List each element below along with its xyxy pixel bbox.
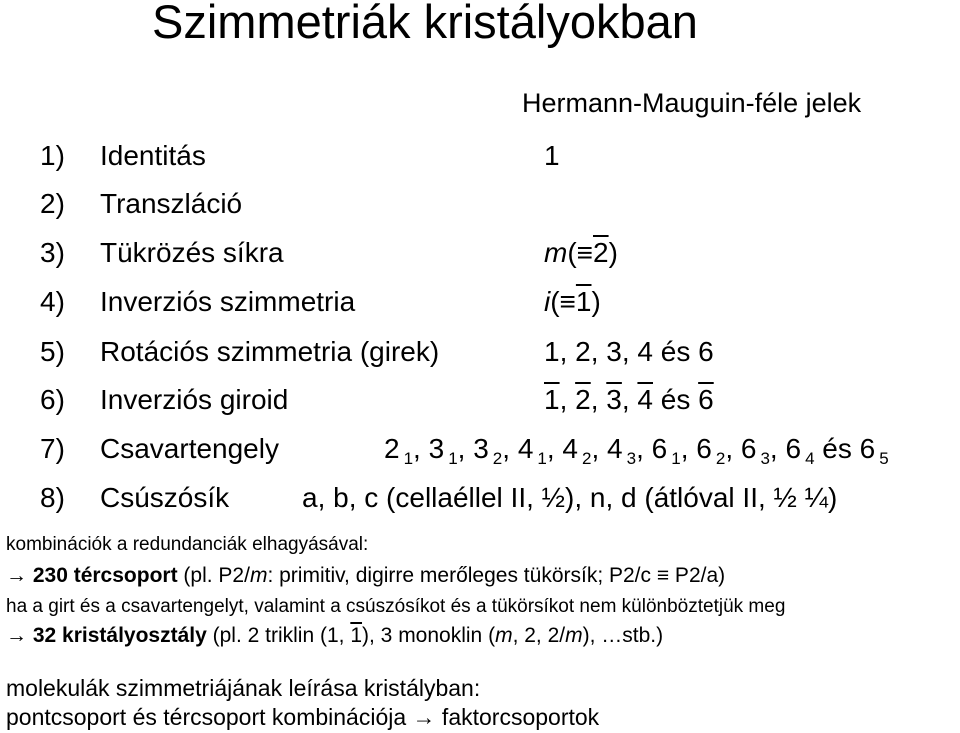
item-number: 6) bbox=[40, 384, 65, 415]
item-label: Rotációs szimmetria (girek) bbox=[100, 336, 440, 367]
item-symbol: 1 bbox=[544, 140, 560, 171]
point-space-note: pontcsoport és tércsoport kombinációja → faktorcsoportok bbox=[6, 704, 600, 730]
arrow-icon: → bbox=[6, 564, 27, 587]
item-number: 4) bbox=[40, 286, 65, 317]
space-groups-example: (pl. P2/m: primitiv, digirre merőleges tükörsík; P2/c ≡ P2/a) bbox=[177, 564, 726, 587]
item-label: Transzláció bbox=[100, 188, 243, 219]
space-groups-count: 230 tércsoport bbox=[32, 564, 178, 587]
item-label: Inverziós szimmetria bbox=[100, 286, 356, 317]
item-number: 3) bbox=[40, 237, 65, 268]
page-title: Szimmetriák kristályokban bbox=[152, 0, 698, 48]
item-symbol: 1, 2, 3, 4 és 6 bbox=[544, 336, 714, 367]
item-number: 1) bbox=[40, 140, 65, 171]
item-number: 2) bbox=[40, 188, 65, 219]
item-number: 8) bbox=[40, 482, 65, 513]
arrow-icon: → bbox=[6, 624, 27, 647]
hm-header: Hermann-Mauguin-féle jelek bbox=[522, 88, 862, 118]
crystal-classes-line bbox=[6, 624, 663, 648]
item-symbol: 1, 2, 3, 4 és 6 bbox=[544, 384, 714, 415]
item-label: Csúszósík bbox=[100, 482, 230, 513]
item-symbol: a, b, c (cellaéllel II, ½), n, d (átlóval II, ½ ¼) bbox=[302, 482, 838, 513]
item-label: Tükrözés síkra bbox=[100, 237, 284, 268]
crystal-classes-count: 32 kristályosztály bbox=[32, 624, 207, 647]
combinations-note: kombinációk a redundanciák elhagyásával: bbox=[6, 534, 369, 555]
item-number: 5) bbox=[40, 336, 65, 367]
molecules-note: molekulák szimmetriájának leírása kristályban: bbox=[6, 675, 481, 701]
item-label: Inverziós giroid bbox=[100, 384, 289, 415]
space-groups-line bbox=[6, 564, 725, 588]
item-symbol: 2 $_1$, 3 $_1$, 3 $_2$, 4 $_1$, 4 $_2$, 4 $_3$, 6 $_1$, 6 $_2$, 6 $_3$, 6 $_4$ és 6 $_5$ bbox=[384, 433, 889, 468]
item-symbol: i(≡1) bbox=[544, 286, 601, 317]
item-symbol: m(≡2) bbox=[544, 237, 618, 268]
item-number: 7) bbox=[40, 433, 65, 464]
item-label: Csavartengely bbox=[100, 433, 279, 464]
item-label: Identitás bbox=[100, 140, 206, 171]
girt-note: ha a girt és a csavartengelyt, valamint a csúszósíkot és a tükörsíkot nem különböztetjük meg bbox=[6, 596, 786, 617]
crystal-classes-example: (pl. 2 triklin (1, 1), 3 monoklin (m, 2, 2/m), …stb.) bbox=[206, 624, 664, 647]
